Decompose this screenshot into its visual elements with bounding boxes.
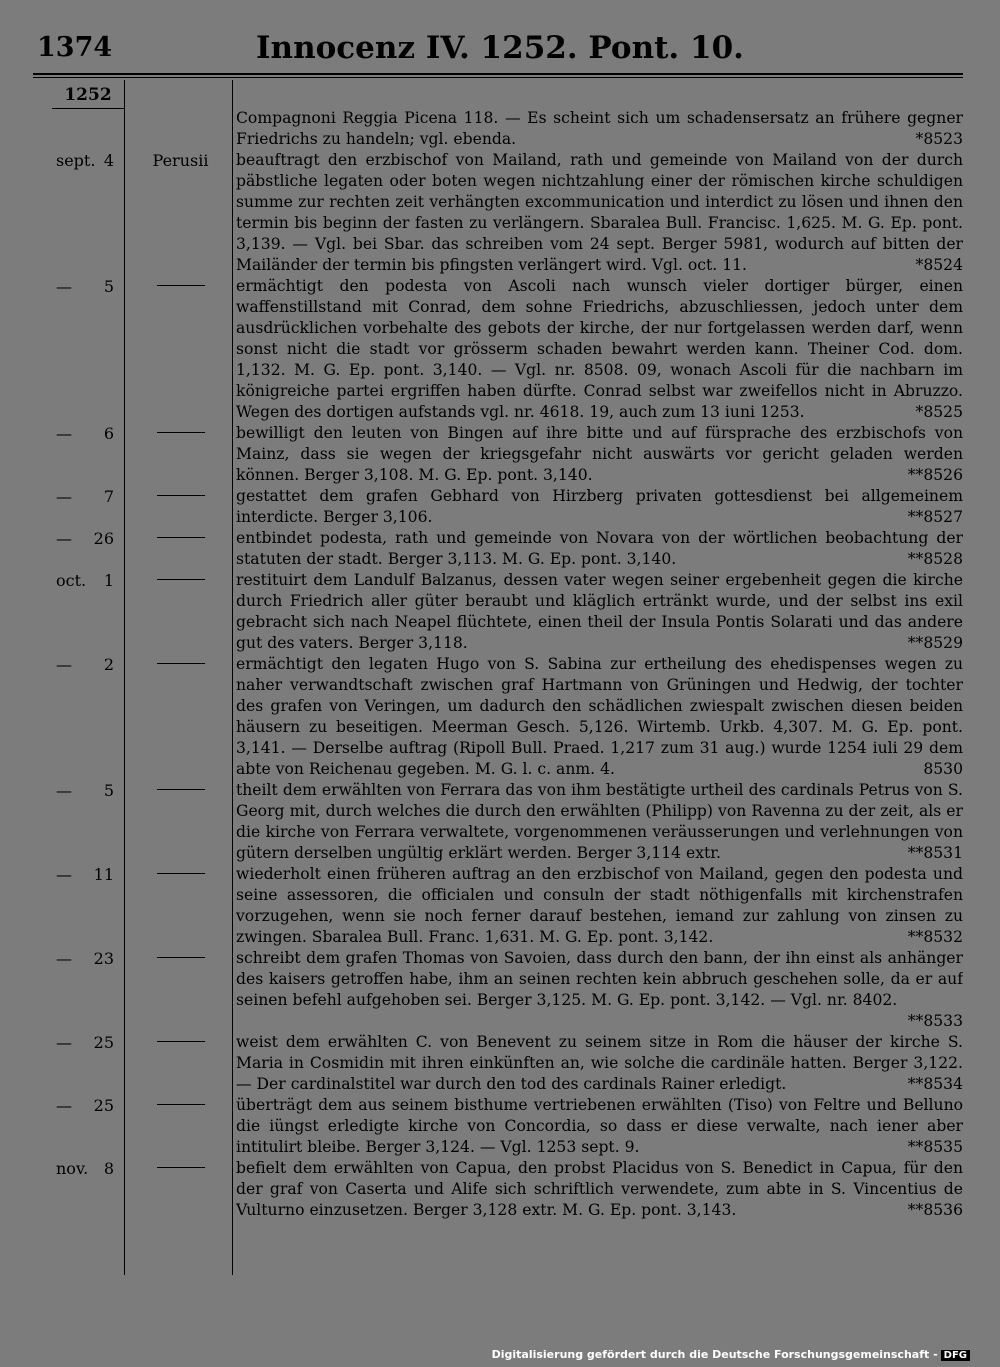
entry-day: 6 <box>103 424 114 443</box>
entry-day: 2 <box>103 655 114 674</box>
same-place-dash <box>157 663 205 664</box>
entry-body: restituirt dem Landulf Balzanus, dessen vater wegen seiner ergebenheit gegen die kirche durch Friedrich aller güter beraubt und kläglich ertränkt wurde, und der selbst ins exil gebracht sich nach Neapel flüchtete, einen theil der Insula Pontis Solarati und das andere gut des vaters. Berger 3,118. <box>236 571 963 652</box>
entry-body: gestattet dem grafen Gebhard von Hirzberg privaten gottesdienst bei allgemeinem interdicte. Berger 3,106. <box>236 487 963 526</box>
register-entry <box>0 864 1000 948</box>
entry-month: — <box>56 655 72 674</box>
entry-day: 7 <box>103 487 114 506</box>
same-place-dash <box>157 1104 205 1105</box>
entry-month: oct. <box>56 571 87 590</box>
register-entry <box>0 1095 1000 1158</box>
regest-number: **8532 <box>907 928 963 946</box>
register-entry <box>0 276 1000 423</box>
entry-body: befielt dem erwählten von Capua, den probst Placidus von S. Benedict in Capua, für den der graf von Caserta und Alife sich schriftlich verwendete, zum abte in S. Vincentius de Vulturno einzusetzen. Berger 3,128 extr. M. G. Ep. pont. 3,143. <box>236 1159 963 1219</box>
entry-body: weist dem erwählten C. von Benevent zu seinem sitze in Rom die häuser der kirche S. Maria in Cosmidin mit ihren einkünften an, wie solche die cardinäle hatten. Berger 3,122. — Der cardinalstitel war durch den tod des cardinals Rainer erledigt. <box>236 1033 963 1093</box>
register-entry <box>0 780 1000 864</box>
dfg-logo: DFG <box>941 1350 970 1361</box>
regest-number: *8524 <box>915 256 963 274</box>
entry-day: 25 <box>93 1096 114 1115</box>
regest-number: 8530 <box>923 760 963 778</box>
entry-place <box>132 948 229 969</box>
entry-text <box>236 528 963 570</box>
register-entry <box>0 486 1000 528</box>
same-place-dash <box>157 789 205 790</box>
register-entry <box>0 1032 1000 1095</box>
entry-text <box>236 780 963 864</box>
regest-number: **8531 <box>907 844 963 862</box>
entry-text <box>236 570 963 654</box>
entry-place <box>132 1032 229 1053</box>
header-rule-thin <box>33 77 963 78</box>
entry-body: beauftragt den erzbischof von Mailand, rath und gemeinde von Mailand von der durch päbstliche legaten oder boten wegen nichtzahlung einer der römischen kirche schuldigen summe zur rechten zeit verhängten excommunication und interdict zu lösen und ihnen den termin bis beginn der fasten zu verlängern. Sbaralea Bull. Francisc. 1,625. M. G. Ep. pont. 3,139. — Vgl. bei Sbar. das schreiben vom 24 sept. Berger 5981, wodurch auf bitten der Mailänder der termin bis pfingsten verlängert wird. Vgl. oct. 11. <box>236 151 963 274</box>
entry-text <box>236 276 963 423</box>
entry-day: 5 <box>103 277 114 296</box>
entry-day: 1 <box>103 571 114 590</box>
register-entry <box>0 150 1000 276</box>
entry-day: 11 <box>93 865 114 884</box>
page-title: Innocenz IV. 1252. Pont. 10. <box>256 30 744 66</box>
entry-body: bewilligt den leuten von Bingen auf ihre bitte und auf fürsprache des erzbischofs von Mainz, dass sie wegen der kriegsgefahr nicht auswärts vor gericht geladen werden können. Berger 3,108. M. G. Ep. pont. 3,140. <box>236 424 963 484</box>
footer-credit <box>492 1348 970 1361</box>
regest-number: *8525 <box>915 403 963 421</box>
entry-month: — <box>56 781 72 800</box>
same-place-dash <box>157 537 205 538</box>
entry-day: 26 <box>93 529 114 548</box>
entry-month: — <box>56 487 72 506</box>
entry-place <box>132 780 229 801</box>
footer-text: Digitalisierung gefördert durch die Deutsche Forschungsgemeinschaft - <box>491 1348 938 1361</box>
entry-body: theilt dem erwählten von Ferrara das von ihm bestätigte urtheil des cardinals Petrus von S. Georg mit, durch welches die durch den erwählten (Philipp) von Ravenna zu der zeit, als er die kirche von Ferrara verwaltete, vorgenommenen veräusserungen und verlehnungen von gütern derselben ungültig erklärt werden. Berger 3,114 extr. <box>236 781 963 862</box>
entry-day: 8 <box>103 1159 114 1178</box>
entry-month: — <box>56 424 72 443</box>
entry-text <box>236 108 963 150</box>
entry-place <box>132 1095 229 1116</box>
register-entry <box>0 423 1000 486</box>
entry-place <box>132 528 229 549</box>
entry-place <box>132 486 229 507</box>
entry-text <box>236 1095 963 1158</box>
entry-text <box>236 654 963 780</box>
entry-text <box>236 864 963 948</box>
same-place-dash <box>157 1041 205 1042</box>
entry-text <box>236 948 963 1032</box>
regest-number: **8533 <box>907 1012 963 1030</box>
entry-month: — <box>56 949 72 968</box>
entry-body: schreibt dem grafen Thomas von Savoien, dass durch den bann, der ihn einst als anhänger des kaisers getroffen habe, ihm an seinen rechten kein abbruch geschehen solle, da er auf seinen befehl aufgehoben sei. Berger 3,125. M. G. Ep. pont. 3,142. — Vgl. nr. 8402. <box>236 949 963 1009</box>
entry-day: 23 <box>93 949 114 968</box>
entry-text <box>236 1158 963 1221</box>
entry-month: — <box>56 865 72 884</box>
entry-day: 25 <box>93 1033 114 1052</box>
regest-number: **8534 <box>907 1075 963 1093</box>
entry-body: ermächtigt den legaten Hugo von S. Sabina zur ertheilung des ehedispenses wegen zu naher verwandtschaft zwischen graf Hartmann von Grüningen und Hedwig, der tochter des grafen von Veringen, um dadurch den schädlichen zwiespalt zwischen diesen beiden häusern zu beseitigen. Meerman Gesch. 5,126. Wirtemb. Urkb. 4,307. M. G. Ep. pont. 3,141. — Derselbe auftrag (Ripoll Bull. Praed. 1,217 zum 31 aug.) wurde 1254 iuli 29 dem abte von Reichenau gegeben. M. G. l. c. anm. 4. <box>236 655 963 778</box>
entry-day: 5 <box>103 781 114 800</box>
regest-number: **8536 <box>907 1201 963 1219</box>
page-header <box>0 30 1000 70</box>
same-place-dash <box>157 873 205 874</box>
entry-month: — <box>56 1033 72 1052</box>
entry-place <box>132 1158 229 1179</box>
entry-place <box>132 864 229 885</box>
year-box: 1252 <box>52 82 124 109</box>
regest-number: **8529 <box>907 634 963 652</box>
register-entries <box>0 108 1000 1221</box>
entry-place: Perusii <box>152 151 209 170</box>
entry-month: nov. <box>56 1159 89 1178</box>
entry-month: — <box>56 277 72 296</box>
entry-day: 4 <box>103 151 114 170</box>
entry-text <box>236 423 963 486</box>
entry-text <box>236 486 963 528</box>
entry-text <box>236 1032 963 1095</box>
same-place-dash <box>157 495 205 496</box>
header-rule <box>33 73 963 75</box>
entry-body: wiederholt einen früheren auftrag an den erzbischof von Mailand, gegen den podesta und seine assessoren, die officialen und consuln der stadt nöthigenfalls mit kirchenstrafen vorzugehen, wenn sie noch ferner darauf bestehen, iemand zur zahlung von zinsen zu zwingen. Sbaralea Bull. Franc. 1,631. M. G. Ep. pont. 3,142. <box>236 865 963 946</box>
same-place-dash <box>157 285 205 286</box>
entry-month: — <box>56 529 72 548</box>
entry-text <box>236 150 963 276</box>
register-entry <box>0 654 1000 780</box>
same-place-dash <box>157 432 205 433</box>
register-entry <box>0 528 1000 570</box>
entry-body: entbindet podesta, rath und gemeinde von Novara von der wörtlichen beobachtung der statuten der stadt. Berger 3,113. M. G. Ep. pont. 3,140. <box>236 529 963 568</box>
entry-body: überträgt dem aus seinem bisthume vertriebenen erwählten (Tiso) von Feltre und Belluno die iüngst erledigte kirche von Concordia, so dass er diese verwalte, nach iener aber intitulirt bleibe. Berger 3,124. — Vgl. 1253 sept. 9. <box>236 1096 963 1156</box>
entry-place <box>132 570 229 591</box>
register-entry <box>0 948 1000 1032</box>
entry-month: — <box>56 1096 72 1115</box>
register-entry <box>0 1158 1000 1221</box>
page-number: 1374 <box>37 32 113 63</box>
entry-place <box>132 276 229 297</box>
entry-place <box>132 423 229 444</box>
regest-number: **8526 <box>907 466 963 484</box>
same-place-dash <box>157 957 205 958</box>
same-place-dash <box>157 579 205 580</box>
regest-number: *8523 <box>915 130 963 148</box>
entry-month: sept. <box>56 151 96 170</box>
entry-body: Compagnoni Reggia Picena 118. — Es scheint sich um schadensersatz an frühere gegner Friedrichs zu handeln; vgl. ebenda. <box>236 109 963 148</box>
register-entry <box>0 108 1000 150</box>
regest-number: **8528 <box>907 550 963 568</box>
same-place-dash <box>157 1167 205 1168</box>
entry-body: ermächtigt den podesta von Ascoli nach wunsch vieler dortiger bürger, einen waffenstillstand mit Conrad, dem sohne Friedrichs, abzuschliessen, jedoch unter dem ausdrücklichen vorbehalte des gebots der kirche, der nur fortgelassen werden darf, wenn sonst nicht die stadt vor grösserm schaden bewahrt werden kann. Theiner Cod. dom. 1,132. M. G. Ep. pont. 3,140. — Vgl. nr. 8508. 09, wonach Ascoli für die nachbarn im königreiche partei ergriffen haben dürfte. Conrad selbst war zweifellos nicht in Abruzzo. Wegen des dortigen aufstands vgl. nr. 4618. 19, auch zum 13 iuni 1253. <box>236 277 963 421</box>
register-entry <box>0 570 1000 654</box>
entry-place <box>132 654 229 675</box>
regest-number: **8527 <box>907 508 963 526</box>
regest-number: **8535 <box>907 1138 963 1156</box>
